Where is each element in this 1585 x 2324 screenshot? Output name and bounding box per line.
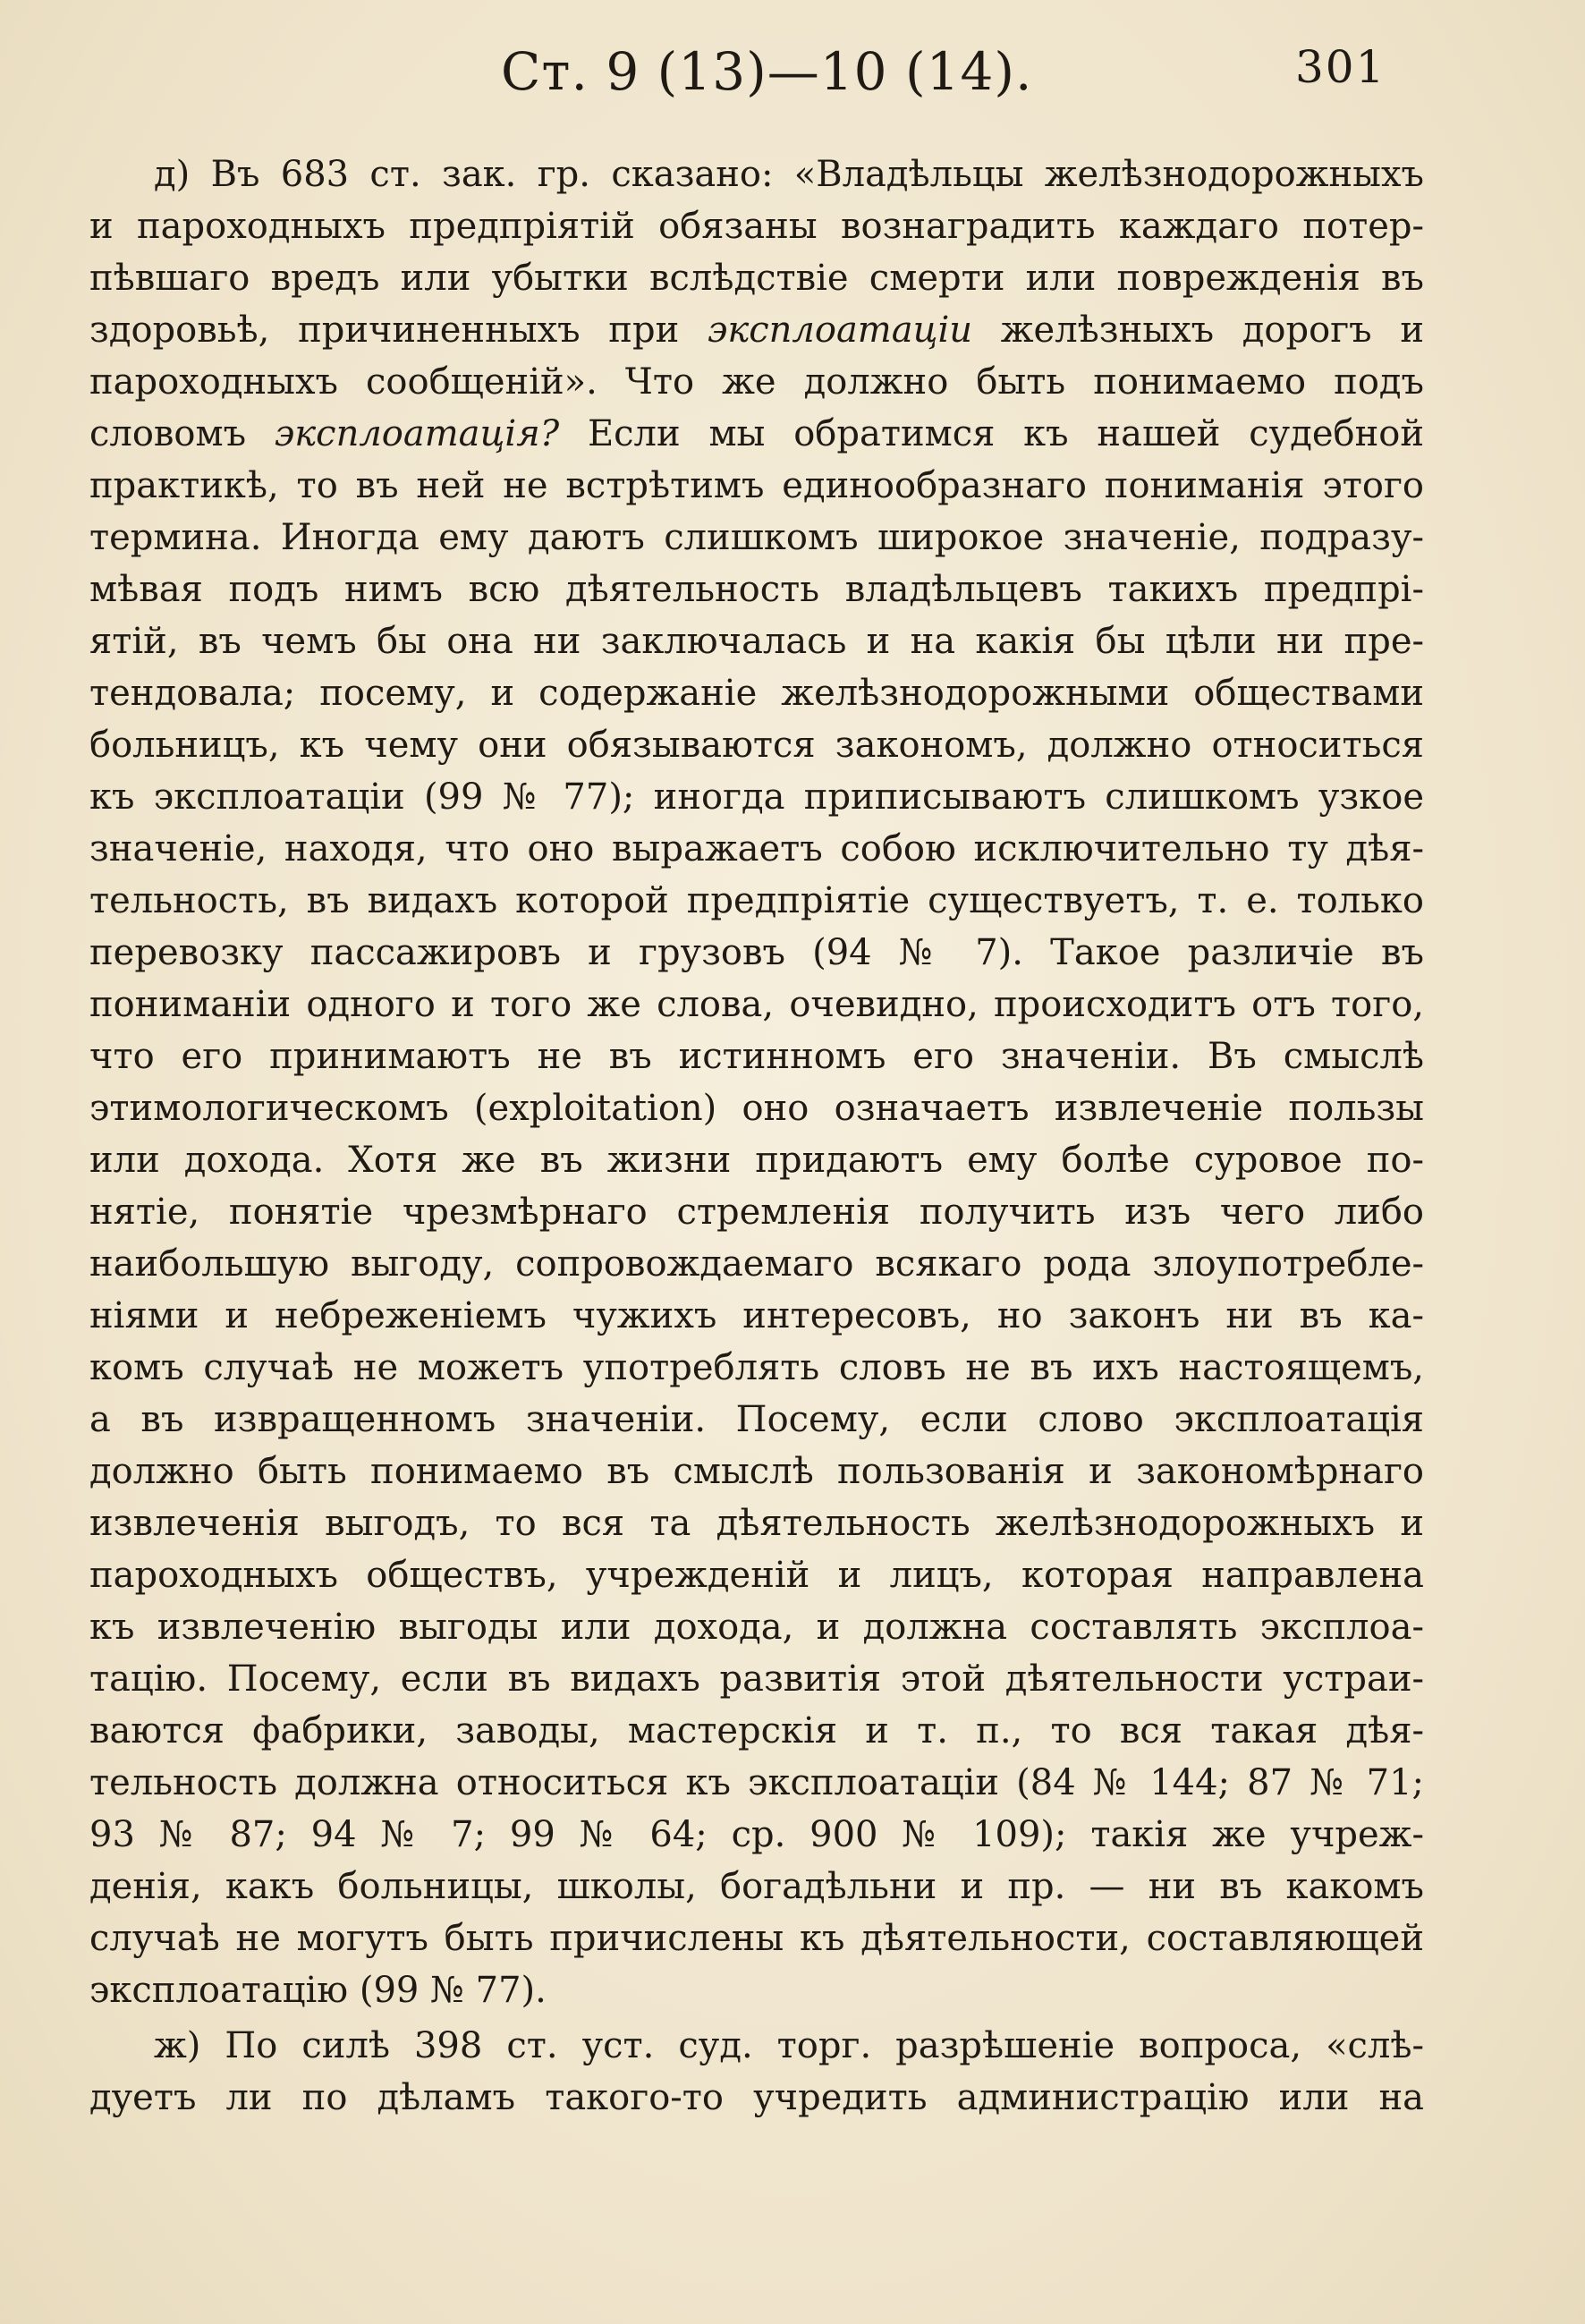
text-line: пароходныхъ обществъ, учрежденій и лицъ, которая направлена bbox=[89, 1555, 1424, 1596]
page-number: 301 bbox=[1295, 41, 1386, 93]
text-line: д) Въ 683 ст. зак. гр. сказано: «Владѣльцы желѣзнодорожныхъ bbox=[154, 154, 1424, 195]
text-line: пониманіи одного и того же слова, очевидно, происходитъ отъ того, bbox=[89, 984, 1424, 1025]
text-line: тацію. Посему, если въ видахъ развитія этой дѣятельности устраи- bbox=[89, 1658, 1424, 1700]
text-line: мѣвая подъ нимъ всю дѣятельность владѣльцевъ такихъ предпрі- bbox=[89, 569, 1424, 610]
text-line bbox=[89, 304, 1424, 356]
text-line: больницъ, къ чему они обязываются закономъ, должно относиться bbox=[89, 725, 1424, 766]
text-line: должно быть понимаемо въ смыслѣ пользованія и закономѣрнаго bbox=[89, 1451, 1424, 1492]
text-line: тельность, въ видахъ которой предпріятіе существуетъ, т. е. только bbox=[89, 880, 1424, 921]
text-line: термина. Иногда ему даютъ слишкомъ широкое значеніе, подразу- bbox=[89, 517, 1424, 558]
text-line: этимологическомъ (exploitation) оно означаетъ извлеченіе пользы bbox=[89, 1088, 1424, 1129]
running-header bbox=[0, 41, 1585, 113]
text-line: извлеченія выгодъ, то вся та дѣятельность желѣзнодорожныхъ и bbox=[89, 1503, 1424, 1544]
text-line: комъ случаѣ не можетъ употреблять словъ не въ ихъ настоящемъ, bbox=[89, 1347, 1424, 1388]
text-line: денія, какъ больницы, школы, богадѣльни и пр. — ни въ какомъ bbox=[89, 1866, 1424, 1907]
text-line: что его принимаютъ не въ истинномъ его значеніи. Въ смыслѣ bbox=[89, 1036, 1424, 1077]
text-line: ж) По силѣ 398 ст. уст. суд. торг. разрѣшеніе вопроса, «слѣ- bbox=[154, 2025, 1424, 2066]
text-line: ніями и небреженіемъ чужихъ интересовъ, но законъ ни въ ка- bbox=[89, 1295, 1424, 1336]
text-line: и пароходныхъ предпріятій обязаны вознаградить каждаго потер- bbox=[89, 206, 1424, 247]
text-line: къ извлеченію выгоды или дохода, и должна составлять эксплоа- bbox=[89, 1607, 1424, 1648]
text-fragment: Если мы обратимся къ нашей судебной bbox=[559, 413, 1424, 454]
text-line: перевозку пассажировъ и грузовъ (94 № 7). Такое различіе въ bbox=[89, 932, 1424, 973]
text-line: случаѣ не могутъ быть причислены къ дѣятельности, составляющей bbox=[89, 1918, 1424, 1959]
italic-term: эксплоатація? bbox=[274, 413, 560, 454]
text-line: наибольшую выгоду, сопровождаемаго всякаго рода злоупотребле- bbox=[89, 1243, 1424, 1285]
text-fragment: словомъ bbox=[89, 413, 275, 454]
text-line: пѣвшаго вредъ или убытки вслѣдствіе смерти или поврежденія въ bbox=[89, 258, 1424, 299]
text-line: нятіе, понятіе чрезмѣрнаго стремленія получить изъ чего либо bbox=[89, 1192, 1424, 1233]
italic-term: эксплоатаціи bbox=[707, 310, 973, 351]
text-line: пароходныхъ сообщеній». Что же должно быть понимаемо подъ bbox=[89, 361, 1424, 403]
body-text bbox=[89, 148, 1424, 2124]
text-line: тельность должна относиться къ эксплоатаціи (84 № 144; 87 № 71; bbox=[89, 1762, 1424, 1803]
text-line bbox=[89, 408, 1424, 460]
text-line: эксплоатацію (99 № 77). bbox=[89, 1970, 547, 2011]
header-title: Ст. 9 (13)—10 (14). bbox=[501, 41, 1033, 102]
text-line: дуетъ ли по дѣламъ такого-то учредить администрацію или на bbox=[89, 2077, 1424, 2118]
text-line: а въ извращенномъ значеніи. Посему, если слово эксплоатація bbox=[89, 1399, 1424, 1440]
text-line: ваются фабрики, заводы, мастерскія и т. п., то вся такая дѣя- bbox=[89, 1710, 1424, 1751]
text-line: ятій, въ чемъ бы она ни заключалась и на какія бы цѣли ни пре- bbox=[89, 621, 1424, 662]
text-line: или дохода. Хотя же въ жизни придаютъ ему болѣе суровое по- bbox=[89, 1140, 1424, 1181]
text-line: тендовала; посему, и содержаніе желѣзнодорожными обществами bbox=[89, 673, 1424, 714]
text-line: 93 № 87; 94 № 7; 99 № 64; ср. 900 № 109); такія же учреж- bbox=[89, 1814, 1424, 1855]
text-line: практикѣ, то въ ней не встрѣтимъ единообразнаго пониманія этого bbox=[89, 465, 1424, 506]
text-fragment: желѣзныхъ дорогъ и bbox=[972, 310, 1424, 351]
text-line: къ эксплоатаціи (99 № 77); иногда приписываютъ слишкомъ узкое bbox=[89, 776, 1424, 818]
text-fragment: здоровьѣ, причиненныхъ при bbox=[89, 310, 708, 351]
text-line: значеніе, находя, что оно выражаетъ собою исключительно ту дѣя- bbox=[89, 828, 1424, 869]
